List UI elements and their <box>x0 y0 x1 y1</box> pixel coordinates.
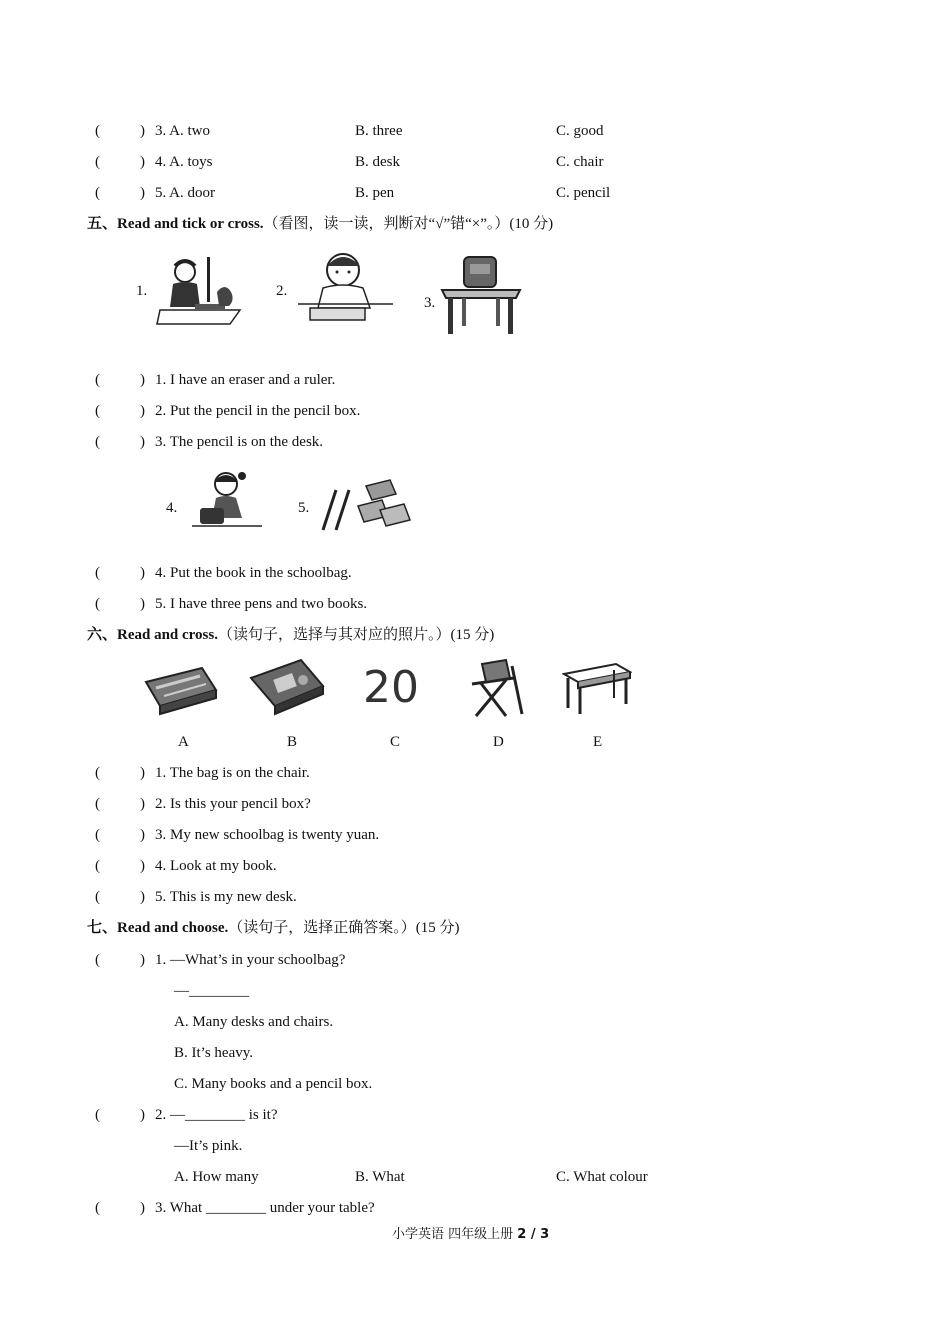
sentence: 4. Look at my book. <box>155 858 277 874</box>
option-c: C. pencil <box>556 185 611 201</box>
schoolbag-picture-b <box>247 656 327 718</box>
chair-with-bag-picture-d <box>466 656 532 718</box>
pic-label-5: 5. <box>298 500 310 516</box>
paren-close: ) <box>140 827 145 843</box>
paren-close: ) <box>140 403 145 419</box>
answer-blank: —________ <box>174 983 249 999</box>
paren-close: ) <box>140 796 145 812</box>
paren-close: ) <box>140 765 145 781</box>
section-title-en: 五、Read and tick or cross. <box>87 216 264 232</box>
paren-open: ( <box>95 596 100 612</box>
section-6-title <box>87 625 494 645</box>
paren-open: ( <box>95 1107 100 1123</box>
paren-close: ) <box>140 123 145 139</box>
boy-with-pencil-box-picture <box>298 248 393 326</box>
picture-letter-c: C <box>390 734 401 750</box>
section-5-title <box>87 214 553 234</box>
paren-close: ) <box>140 596 145 612</box>
statement: 4. Put the book in the schoolbag. <box>155 565 352 581</box>
number-twenty-picture: 20 <box>363 662 419 713</box>
option-a: 4. A. toys <box>155 154 213 170</box>
sentence: 1. The bag is on the chair. <box>155 765 310 781</box>
question-text: 1. —What’s in your schoolbag? <box>155 952 346 968</box>
paren-close: ) <box>140 372 145 388</box>
option-b: B. three <box>355 123 403 139</box>
paren-open: ( <box>95 796 100 812</box>
section-title-cn: （读句子，选择与其对应的照片。）(15 分) <box>218 627 495 643</box>
footer-text: 小学英语 四年级上册 <box>392 1227 518 1242</box>
statement: 5. I have three pens and two books. <box>155 596 368 612</box>
page-number: 2 / 3 <box>517 1227 550 1242</box>
paren-open: ( <box>95 185 100 201</box>
question-text: 3. What ________ under your table? <box>155 1200 375 1216</box>
pens-and-books-picture <box>318 476 413 534</box>
paren-open: ( <box>95 889 100 905</box>
paren-close: ) <box>140 952 145 968</box>
section-title-cn: （读句子，选择正确答案。）(15 分) <box>228 920 460 936</box>
option-c: C. What colour <box>556 1169 648 1185</box>
paren-open: ( <box>95 765 100 781</box>
picture-letter-e: E <box>593 734 603 750</box>
paren-open: ( <box>95 434 100 450</box>
paren-close: ) <box>140 565 145 581</box>
section-title-cn: （看图，读一读，判断对“√”错“×”。）(10 分) <box>263 216 554 232</box>
option-a: A. Many desks and chairs. <box>174 1014 334 1030</box>
girl-with-schoolbag-picture <box>192 468 262 534</box>
option-b: B. desk <box>355 154 400 170</box>
paren-close: ) <box>140 434 145 450</box>
paren-open: ( <box>95 403 100 419</box>
paren-close: ) <box>140 1107 145 1123</box>
statement: 3. The pencil is on the desk. <box>155 434 324 450</box>
picture-letter-a: A <box>178 734 189 750</box>
paren-close: ) <box>140 185 145 201</box>
page-footer <box>392 1225 549 1245</box>
option-c: C. chair <box>556 154 604 170</box>
section-title-en: 七、Read and choose. <box>87 920 229 936</box>
desk-picture-e <box>562 658 632 716</box>
paren-close: ) <box>140 154 145 170</box>
paren-open: ( <box>95 952 100 968</box>
paren-close: ) <box>140 858 145 874</box>
paren-open: ( <box>95 1200 100 1216</box>
question-text: 2. —________ is it? <box>155 1107 278 1123</box>
paren-open: ( <box>95 827 100 843</box>
statement: 1. I have an eraser and a ruler. <box>155 372 336 388</box>
pic-label-4: 4. <box>166 500 178 516</box>
paren-open: ( <box>95 154 100 170</box>
option-b: B. It’s heavy. <box>174 1045 254 1061</box>
paren-close: ) <box>140 889 145 905</box>
pic-label-1: 1. <box>136 283 148 299</box>
sentence: 3. My new schoolbag is twenty yuan. <box>155 827 380 843</box>
schoolbag-on-desk-picture <box>440 252 522 337</box>
sentence: 5. This is my new desk. <box>155 889 297 905</box>
option-a: 5. A. door <box>155 185 215 201</box>
paren-open: ( <box>95 372 100 388</box>
paren-open: ( <box>95 565 100 581</box>
sentence: 2. Is this your pencil box? <box>155 796 311 812</box>
pic-label-2: 2. <box>276 283 288 299</box>
picture-letter-b: B <box>287 734 298 750</box>
option-c: C. Many books and a pencil box. <box>174 1076 373 1092</box>
option-a: 3. A. two <box>155 123 211 139</box>
pencil-box-picture-a <box>142 664 220 719</box>
paren-open: ( <box>95 123 100 139</box>
statement: 2. Put the pencil in the pencil box. <box>155 403 361 419</box>
option-c: C. good <box>556 123 604 139</box>
option-a: A. How many <box>174 1169 259 1185</box>
picture-letter-d: D <box>493 734 504 750</box>
boy-at-desk-picture <box>155 252 250 327</box>
paren-close: ) <box>140 1200 145 1216</box>
answer-text: —It’s pink. <box>174 1138 243 1154</box>
paren-open: ( <box>95 858 100 874</box>
option-b: B. pen <box>355 185 395 201</box>
section-title-en: 六、Read and cross. <box>87 627 218 643</box>
option-b: B. What <box>355 1169 405 1185</box>
pic-label-3: 3. <box>424 295 436 311</box>
section-7-title <box>87 918 460 938</box>
